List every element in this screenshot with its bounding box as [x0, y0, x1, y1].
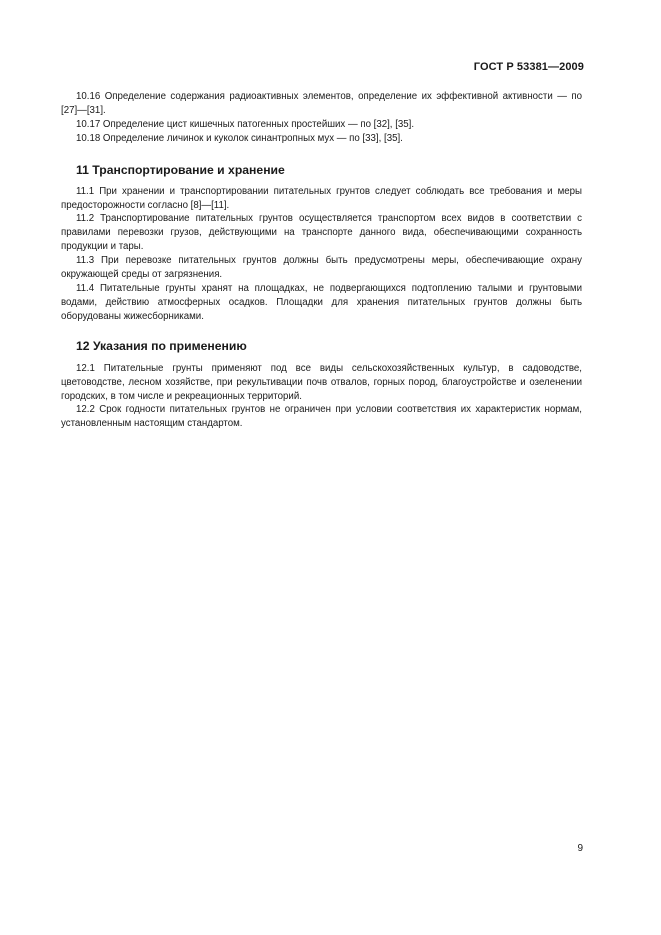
paragraph-11-2: 11.2 Транспортирование питательных грунтов осуществляется транспортом всех видов в соответствии с правилами перевозки грузов, действующими на транспорте данного вида, обеспечивающими сохранность продукции и тары.	[61, 213, 582, 253]
paragraph-10-17: 10.17 Определение цист кишечных патогенных простейших — по [32], [35].	[76, 118, 415, 130]
section-11-heading: 11 Транспортирование и хранение	[76, 162, 285, 177]
paragraph-11-3: 11.3 При перевозке питательных грунтов должны быть предусмотрены меры, обеспечивающие охрану окружающей среды от загрязнения.	[61, 255, 582, 281]
paragraph-12-2: 12.2 Срок годности питательных грунтов не ограничен при условии соответствия их характеристик нормам, установленным настоящим стандартом.	[61, 404, 582, 430]
document-code: ГОСТ Р 53381—2009	[473, 61, 584, 73]
paragraph-12-1: 12.1 Питательные грунты применяют под все виды сельскохозяйственных культур, в садоводстве, цветоводстве, лесном хозяйстве, при рекультивации почв отвалов, горных пород, благоустройстве и озеленении городских, в том числе и рекреационных территорий.	[61, 362, 582, 402]
section-12-heading: 12 Указания по применению	[76, 338, 247, 353]
paragraph-11-1: 11.1 При хранении и транспортировании питательных грунтов следует соблюдать все требования и меры предосторожности согласно [8]—[11].	[61, 185, 582, 211]
paragraph-11-4: 11.4 Питательные грунты хранят на площадках, не подвергающихся подтоплению талыми и грунтовыми водами, действию атмосферных осадков. Площадки для хранения питательных грунтов должны быть оборудованы жижесборниками.	[61, 282, 582, 322]
paragraph-10-16: 10.16 Определение содержания радиоактивных элементов, определение их эффективной активности — по [27]—[31].	[61, 91, 582, 116]
paragraph-10-18: 10.18 Определение личинок и куколок синантропных мух — по [33], [35].	[76, 132, 403, 144]
document-body	[61, 90, 582, 431]
page-number: 9	[577, 843, 583, 854]
